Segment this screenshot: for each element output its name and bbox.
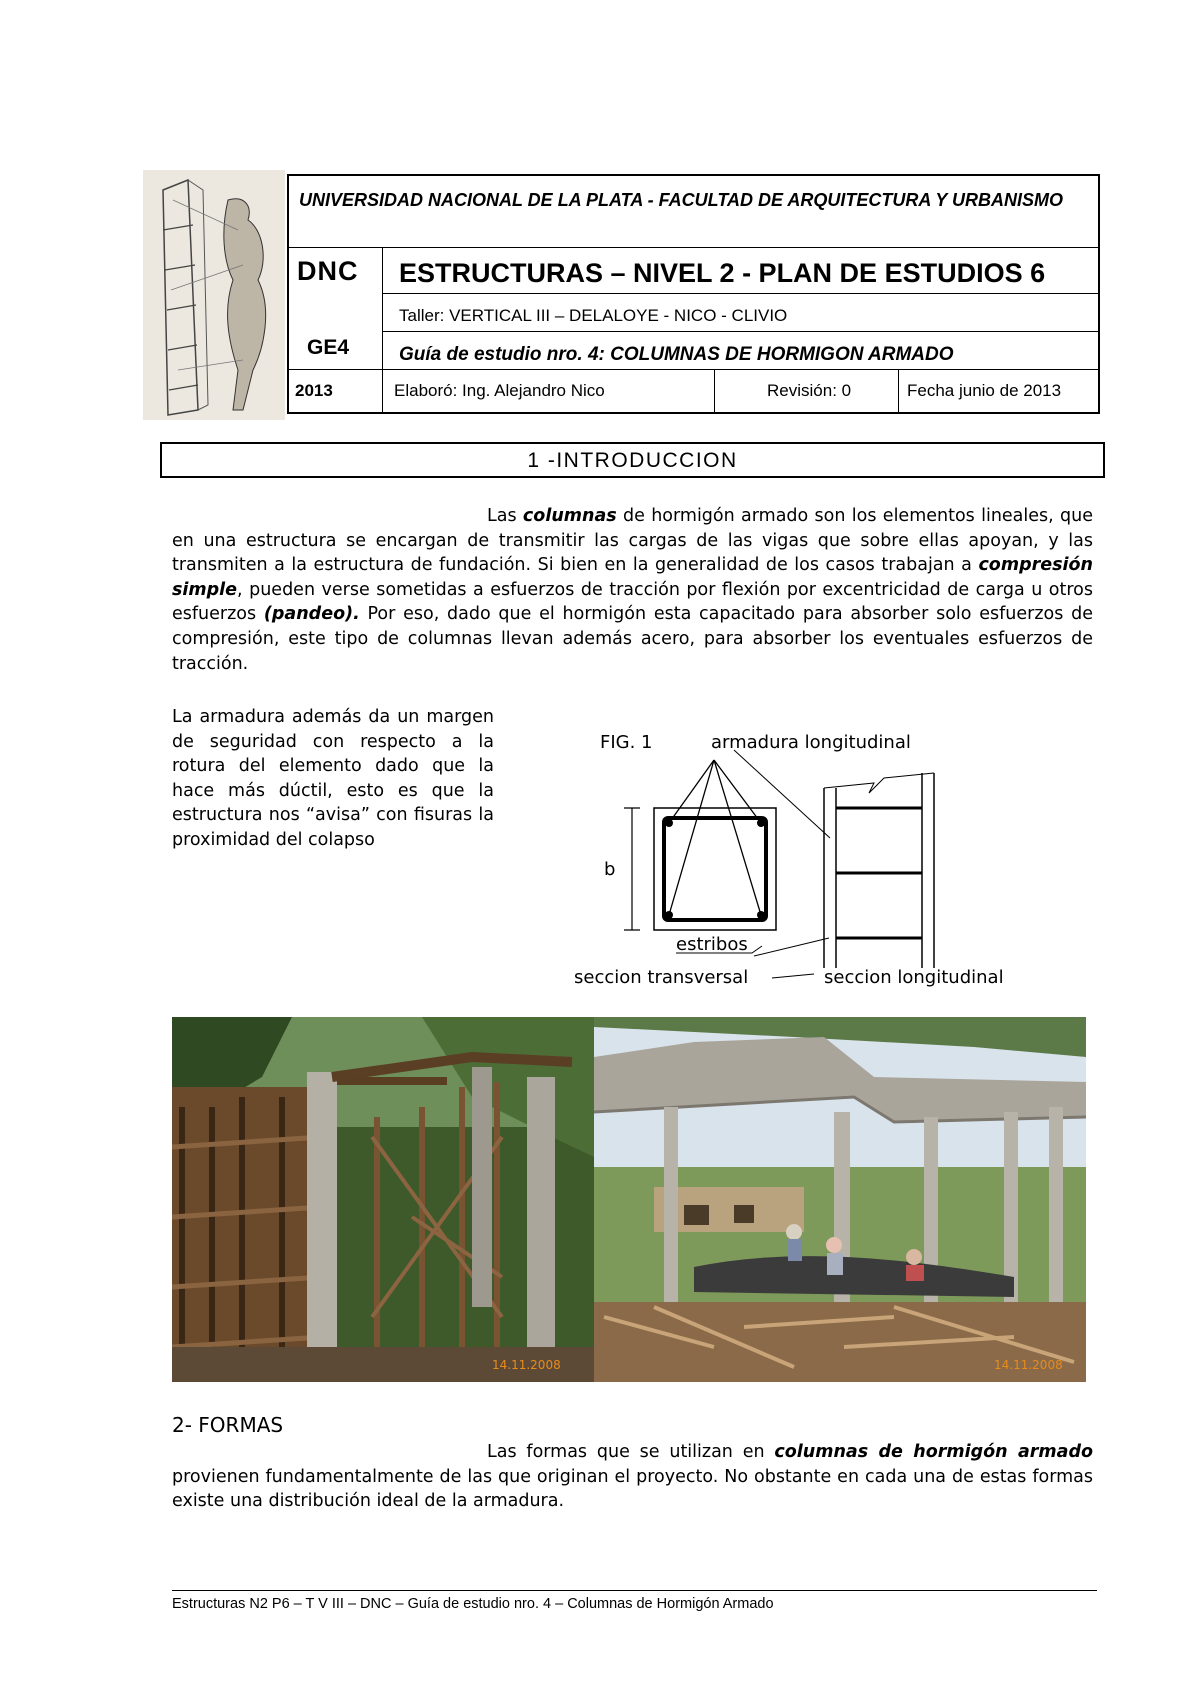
photo1-date: 14.11.2008: [492, 1358, 561, 1372]
dim-b: b: [604, 859, 616, 880]
p1-text-c: de hormigón armado son los elementos lineales, que en una estructura se encargan de transmitir las cargas de las vigas que sobre ellas apoyan, y las transmiten a la estructura de fundación. Si bien en la generalidad de los casos trabajan a: [172, 506, 1094, 576]
formas-paragraph: [172, 1440, 1093, 1514]
fig-label: FIG. 1: [600, 732, 653, 753]
photo2-date: 14.11.2008: [994, 1358, 1063, 1372]
p1-text-a: Las: [487, 506, 523, 526]
p3-text-a: Las formas que se utilizan en: [487, 1442, 775, 1462]
dept-code: DNC: [297, 256, 359, 286]
date: Fecha junio de 2013: [907, 381, 1062, 400]
document-header-table: [287, 174, 1100, 414]
intro-paragraph-2: La armadura además da un margen de seguridad con respecto a la rotura del elemento dado que la hace más dúctil, esto es que la estructura nos “avisa” con fisuras la proximidad del colapso: [172, 707, 494, 850]
photo-building-columns: [594, 1017, 1086, 1382]
photo-column-formwork: [172, 1017, 594, 1382]
title-row: [289, 248, 1098, 293]
header-sketch-illustration: [143, 170, 285, 420]
seccion-transversal-label: seccion transversal: [574, 967, 749, 988]
intro-heading: 1 -INTRODUCCION: [160, 442, 1105, 478]
guide-title: Guía de estudio nro. 4: COLUMNAS DE HORMIGON ARMADO: [399, 344, 954, 365]
guide-code: GE4: [307, 336, 350, 359]
university-row: [289, 176, 1098, 248]
seccion-longitudinal-label: seccion longitudinal: [824, 967, 1004, 988]
p1-emph-pandeo: (pandeo).: [263, 604, 360, 625]
p1-text-g: Por eso, dado que el hormigón esta capacitado para absorber solo esfuerzos de compresión, este tipo de columnas llevan además acero, para absorber los eventuales esfuerzos de tracción.: [172, 604, 1093, 674]
author: Elaboró: Ing. Alejandro Nico: [394, 381, 605, 400]
col-divider-2: [714, 369, 715, 412]
formas-heading: 2- FORMAS: [172, 1413, 284, 1437]
section-outer: [654, 808, 776, 930]
fig-armadura-label: armadura longitudinal: [711, 732, 911, 753]
footer-rule: [172, 1590, 1097, 1591]
p3-emph: columnas de hormigón armado: [774, 1442, 1093, 1462]
stirrup: [664, 818, 766, 920]
figure-1-column-diagram: [574, 698, 1046, 998]
taller-line: Taller: VERTICAL III – DELALOYE - NICO - CLIVIO: [399, 306, 788, 325]
estribos-label: estribos: [676, 934, 748, 955]
revision: Revisión: 0: [767, 381, 852, 400]
divider-1: [382, 293, 1098, 294]
divider-3: [289, 369, 1098, 370]
col-divider-3: [898, 369, 899, 412]
divider-2: [382, 331, 1098, 332]
p1-emph-compresion: compresión simple: [172, 555, 1093, 600]
p3-text-c: provienen fundamentalmente de las que originan el proyecto. No obstante en cada una de estas formas existe una distribución ideal de la armadura.: [172, 1466, 1093, 1512]
year: 2013: [295, 381, 333, 400]
p1-emph-columnas: columnas: [522, 506, 617, 526]
university-name: UNIVERSIDAD NACIONAL DE LA PLATA - FACULTAD DE ARQUITECTURA Y URBANISMO: [299, 190, 1063, 210]
col-divider-1: [382, 248, 383, 412]
intro-paragraph-1: [172, 504, 1093, 676]
course-title: ESTRUCTURAS – NIVEL 2 - PLAN DE ESTUDIOS 6: [399, 258, 1046, 288]
p1-text-e: , pueden verse sometidas a esfuerzos de tracción por flexión por excentricidad de carga u otros esfuerzos: [172, 579, 1093, 625]
page-footer: Estructuras N2 P6 – T V III – DNC – Guía de estudio nro. 4 – Columnas de Hormigón Armado: [172, 1596, 774, 1612]
